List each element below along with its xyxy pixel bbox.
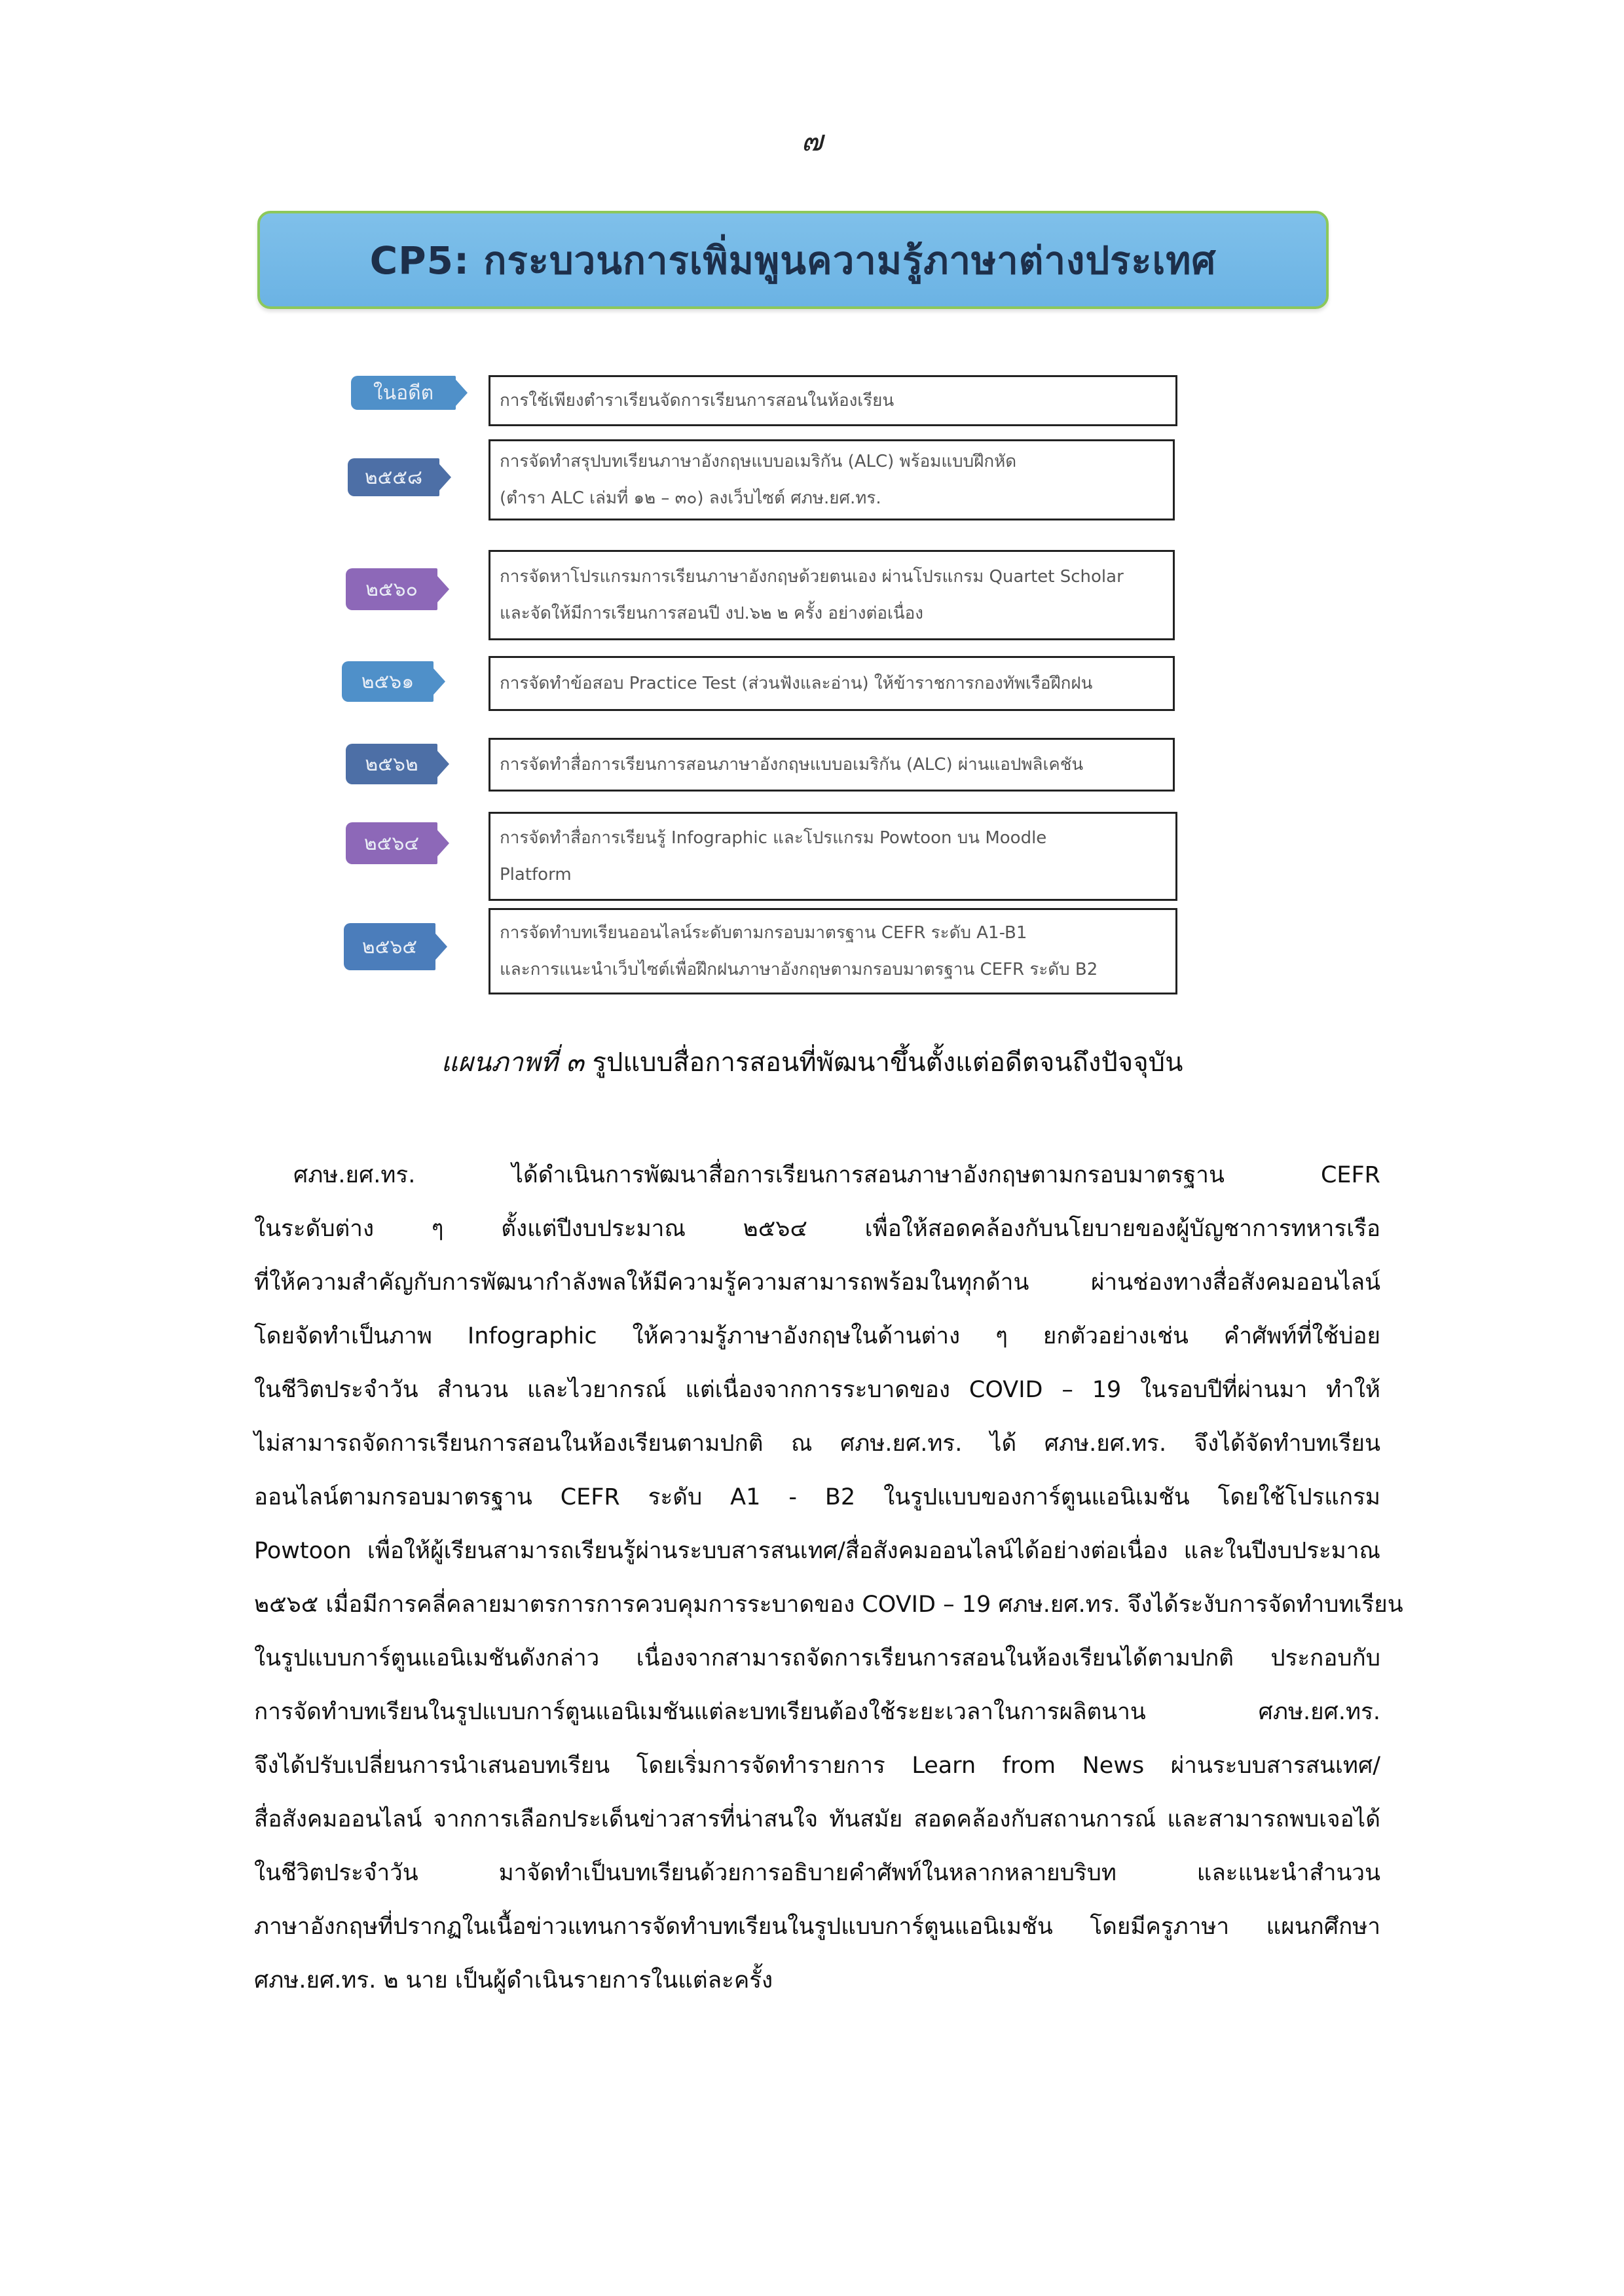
- body-line: ๒๕๖๕ เมื่อมีการคลี่คลายมาตรการการควบคุมการระบาดของ COVID – 19 ศภษ.ยศ.ทร. จึงได้ระงับการจัดทำบทเรียน: [254, 1592, 1403, 1618]
- timeline-label-past: ในอดีต: [351, 376, 456, 410]
- timeline-label-2564: ๒๕๖๔: [346, 822, 437, 864]
- timeline-text-line: Platform: [500, 865, 572, 884]
- body-line: ไม่สามารถจัดการเรียนการสอนในห้องเรียนตามปกติ ณ ศภษ.ยศ.ทร. ได้ ศภษ.ยศ.ทร. จึงได้จัดทำบทเรียน: [254, 1430, 1380, 1457]
- body-line: ในชีวิตประจำวัน มาจัดทำเป็นบทเรียนด้วยการอธิบายคำศัพท์ในหลากหลายบริบท และแนะนำสำนวน: [254, 1860, 1380, 1886]
- banner-title: CP5: กระบวนการเพิ่มพูนความรู้ภาษาต่างประเทศ: [369, 238, 1217, 283]
- body-line: จึงได้ปรับเปลี่ยนการนำเสนอบทเรียน โดยเริ่มการจัดทำรายการ Learn from News ผ่านระบบสารสนเทศ/: [254, 1753, 1380, 1779]
- timeline-text-line: การจัดหาโปรแกรมการเรียนภาษาอังกฤษด้วยตนเอง ผ่านโปรแกรม Quartet Scholar: [500, 567, 1124, 587]
- body-line: การจัดทำบทเรียนในรูปแบบการ์ตูนแอนิเมชันแต่ละบทเรียนต้องใช้ระยะเวลาในการผลิตนาน ศภษ.ยศ.ทร.: [254, 1699, 1380, 1725]
- timeline-text-line: การจัดทำสื่อการเรียนการสอนภาษาอังกฤษแบบอเมริกัน (ALC) ผ่านแอปพลิเคชัน: [500, 755, 1084, 774]
- body-line: ศภษ.ยศ.ทร. ได้ดำเนินการพัฒนาสื่อการเรียนการสอนภาษาอังกฤษตามกรอบมาตรฐาน CEFR: [293, 1162, 1380, 1188]
- timeline-box-2560: [489, 550, 1175, 640]
- timeline-text-line: และการแนะนำเว็บไซต์เพื่อฝึกฝนภาษาอังกฤษตามกรอบมาตรฐาน CEFR ระดับ B2: [500, 960, 1098, 979]
- body-line: ในชีวิตประจำวัน สำนวน และไวยากรณ์ แต่เนื่องจากการระบาดของ COVID – 19 ในรอบปีที่ผ่านมา ทำให้: [254, 1377, 1380, 1403]
- figure-caption: [0, 1041, 1624, 1083]
- body-line: โดยจัดทำเป็นภาพ Infographic ให้ความรู้ภาษาอังกฤษในด้านต่าง ๆ ยกตัวอย่างเช่น คำศัพท์ที่ใช้บ่อย: [254, 1323, 1380, 1349]
- body-line: ภาษาอังกฤษที่ปรากฏในเนื้อข่าวแทนการจัดทำบทเรียนในรูปแบบการ์ตูนแอนิเมชัน โดยมีครูภาษา แผนกศึกษา: [254, 1914, 1380, 1940]
- body-paragraph: [254, 1148, 1403, 2007]
- timeline-label-2560: ๒๕๖๐: [346, 568, 437, 610]
- timeline-label-2565: ๒๕๖๕: [344, 923, 435, 970]
- timeline-box-2564: [489, 812, 1177, 901]
- caption-prefix: แผนภาพที่ ๓: [441, 1048, 584, 1078]
- timeline-label-2562: ๒๕๖๒: [346, 744, 437, 784]
- body-line: ที่ให้ความสำคัญกับการพัฒนากำลังพลให้มีความรู้ความสามารถพร้อมในทุกด้าน ผ่านช่องทางสื่อสังคมออนไลน์: [254, 1269, 1380, 1296]
- timeline-text-line: การจัดทำบทเรียนออนไลน์ระดับตามกรอบมาตรฐาน CEFR ระดับ A1-B1: [500, 923, 1027, 943]
- timeline-text-line: (ตำรา ALC เล่มที่ ๑๒ – ๓๐) ลงเว็บไซต์ ศภษ.ยศ.ทร.: [500, 488, 881, 508]
- body-line: ในรูปแบบการ์ตูนแอนิเมชันดังกล่าว เนื่องจากสามารถจัดการเรียนการสอนในห้องเรียนได้ตามปกติ ประกอบกับ: [254, 1645, 1380, 1671]
- body-line: ออนไลน์ตามกรอบมาตรฐาน CEFR ระดับ A1 - B2 ในรูปแบบของการ์ตูนแอนิเมชัน โดยใช้โปรแกรม: [254, 1484, 1380, 1510]
- timeline-text-line: การใช้เพียงตำราเรียนจัดการเรียนการสอนในห้องเรียน: [500, 391, 895, 410]
- timeline-text-line: การจัดทำสื่อการเรียนรู้ Infographic และโปรแกรม Powtoon บน Moodle: [500, 828, 1047, 848]
- timeline-diagram: [0, 0, 1624, 1021]
- timeline-label-2561: ๒๕๖๑: [342, 661, 434, 702]
- timeline-box-2565: [489, 908, 1177, 994]
- body-line: ในระดับต่าง ๆ ตั้งแต่ปีงบประมาณ ๒๕๖๔ เพื่อให้สอดคล้องกับนโยบายของผู้บัญชาการทหารเรือ: [254, 1216, 1380, 1242]
- timeline-label-2558: ๒๕๕๘: [348, 458, 439, 496]
- body-line: สื่อสังคมออนไลน์ จากการเลือกประเด็นข่าวสารที่น่าสนใจ ทันสมัย สอดคล้องกับสถานการณ์ และสามารถพบเจอได้: [254, 1806, 1380, 1832]
- timeline-text-line: และจัดให้มีการเรียนการสอนปี งป.๖๒ ๒ ครั้ง อย่างต่อเนื่อง: [500, 604, 923, 623]
- timeline-text-line: การจัดทำข้อสอบ Practice Test (ส่วนฟังและอ่าน) ให้ข้าราชการกองทัพเรือฝึกฝน: [500, 674, 1093, 693]
- body-line: Powtoon เพื่อให้ผู้เรียนสามารถเรียนรู้ผ่านระบบสารสนเทศ/สื่อสังคมออนไลน์ได้อย่างต่อเนื่อง และในปีงบประมาณ: [254, 1538, 1380, 1564]
- body-line: ศภษ.ยศ.ทร. ๒ นาย เป็นผู้ดำเนินรายการในแต่ละครั้ง: [254, 1967, 773, 1994]
- timeline-box-2558: [489, 439, 1175, 520]
- caption-text: รูปแบบสื่อการสอนที่พัฒนาขึ้นตั้งแต่อดีตจนถึงปัจจุบัน: [583, 1048, 1183, 1078]
- timeline-box-past: [489, 375, 1177, 426]
- timeline-text-line: การจัดทำสรุปบทเรียนภาษาอังกฤษแบบอเมริกัน (ALC) พร้อมแบบฝึกหัด: [500, 452, 1017, 471]
- page-number: ๗: [801, 124, 823, 158]
- timeline-box-2561: [489, 656, 1175, 711]
- timeline-box-2562: [489, 738, 1175, 792]
